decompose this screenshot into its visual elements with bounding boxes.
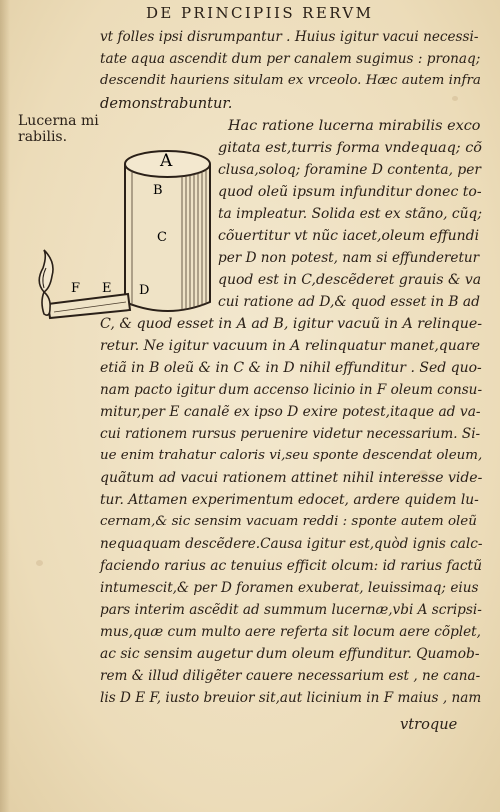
text-line: Hac ratione lucerna mirabilis exco bbox=[228, 118, 481, 134]
text-line: lis D E F, iusto breuior sit,aut licinium in F maius , nam bbox=[100, 690, 482, 706]
text-line: descendit hauriens situlam ex vrceolo. Hæc autem infra bbox=[100, 73, 481, 88]
foxing-spot bbox=[36, 560, 43, 566]
figure-label-d: D bbox=[139, 283, 150, 298]
catchword: vtroque bbox=[400, 716, 458, 733]
text-line: per D non potest, nam si effunderetur bbox=[218, 250, 480, 266]
text-line: nequaquam descẽdere.Causa igitur est,quòd ignis calc- bbox=[100, 536, 483, 552]
margin-note-line-2: rabilis. bbox=[18, 129, 68, 145]
foxing-spot bbox=[452, 96, 458, 101]
wick bbox=[42, 292, 50, 315]
text-line: ta impleatur. Solida est ex stãno, cũq; bbox=[218, 206, 483, 222]
text-line: etiã in B oleũ & in C & in D nihil effunditur . Sed quo- bbox=[100, 360, 482, 376]
text-line: mus,quæ cum multo aere referta sit locum aere cõplet, bbox=[100, 624, 481, 640]
text-line: ue enim trahatur caloris vi,seu sponte descendat oleum, bbox=[100, 448, 483, 463]
figure-label-a: A bbox=[160, 151, 173, 171]
lamp-woodcut-figure bbox=[20, 142, 220, 328]
running-header: DE PRINCIPIIS RERVM bbox=[146, 4, 374, 22]
figure-label-c: C bbox=[157, 230, 167, 245]
text-line: quod oleũ ipsum infunditur donec to- bbox=[218, 184, 482, 200]
text-line: nam pacto igitur dum accenso licinio in F oleum consu- bbox=[100, 382, 483, 398]
margin-note-line-1: Lucerna mi bbox=[18, 113, 99, 129]
text-line: cui ratione ad D,& quod esset in B ad bbox=[218, 294, 480, 310]
text-line: rem & illud diligẽter cauere necessarium est , ne cana- bbox=[100, 668, 481, 684]
text-line: C, & quod esset in A ad B, igitur vacuũ in A relinque- bbox=[100, 316, 483, 332]
text-line: cernam,& sic sensim vacuam reddi : sponte autem oleũ bbox=[100, 514, 477, 529]
lamp-canal bbox=[48, 294, 130, 318]
text-line: retur. Ne igitur vacuum in A relinquatur manet,quare bbox=[100, 338, 481, 354]
text-line: demonstrabuntur. bbox=[100, 95, 233, 112]
text-line: mitur,per E canalẽ ex ipso D exire potest,itaque ad va- bbox=[100, 404, 481, 420]
text-line: tate aqua ascendit dum per canalem sugimus : pronaq; bbox=[100, 51, 481, 67]
text-line: faciendo rarius ac tenuius efficit olcum: id rarius factũ bbox=[100, 558, 482, 574]
figure-label-b: B bbox=[153, 183, 163, 198]
text-line: quod est in C,descẽderet grauis & va bbox=[218, 272, 482, 288]
text-line: quãtum ad vacui rationem attinet nihil interesse vide- bbox=[100, 470, 483, 486]
text-line: pars interim ascẽdit ad summum lucernæ,vbi A scripsi- bbox=[100, 602, 482, 618]
text-line: gitata est,turris forma vndequaq; cõ bbox=[218, 140, 482, 156]
text-line: cõuertitur vt nũc iacet,oleum effundi bbox=[218, 228, 480, 244]
figure-label-f: F bbox=[71, 281, 81, 296]
page-gutter-shadow bbox=[0, 0, 10, 812]
lamp-cylinder-body bbox=[125, 164, 210, 311]
text-line: vt folles ipsi disrumpantur . Huius igitur vacui necessi- bbox=[100, 29, 479, 45]
text-line: cui rationem rursus peruenire videtur necessarium. Si- bbox=[100, 426, 481, 442]
text-line: ac sic sensim augetur dum oleum effunditur. Quamob- bbox=[100, 646, 480, 662]
text-line: tur. Attamen experimentum edocet, ardere quidem lu- bbox=[100, 492, 479, 508]
figure-label-e: E bbox=[102, 281, 112, 296]
flame-icon bbox=[39, 250, 53, 292]
text-line: clusa,soloq; foramine D contenta, per bbox=[218, 162, 481, 178]
text-line: intumescit,& per D foramen exuberat, leuissimaq; eius bbox=[100, 580, 479, 596]
